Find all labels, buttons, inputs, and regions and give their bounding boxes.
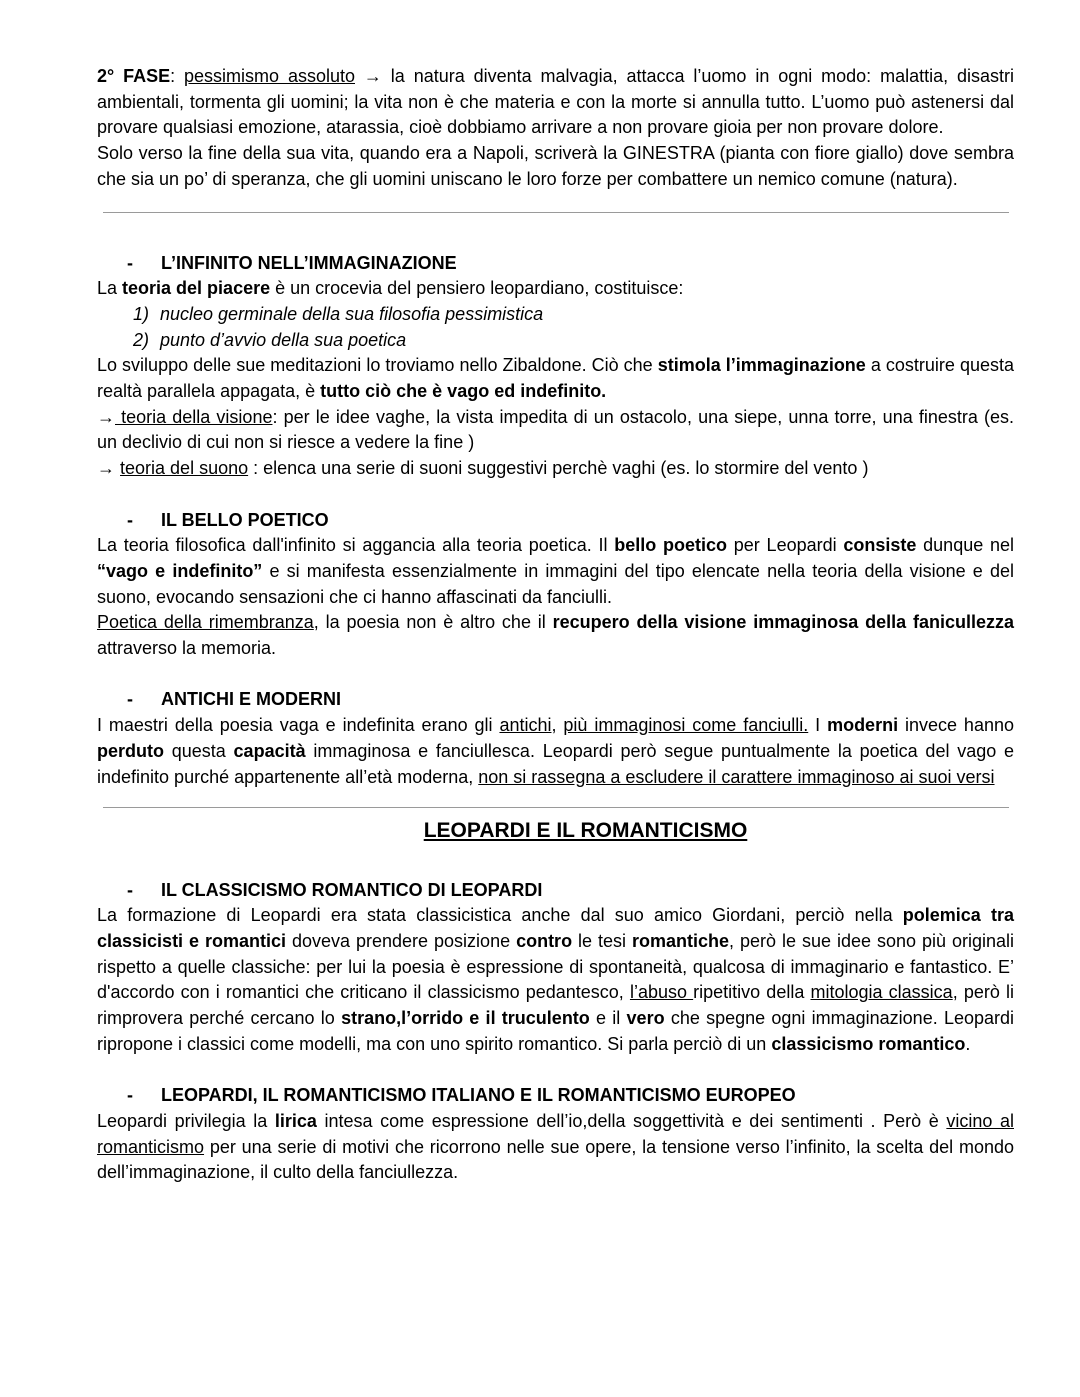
bold-text: “vago e indefinito”	[97, 560, 263, 581]
section-heading	[97, 1083, 1014, 1109]
text-run: a costruire questa realtà parallela appagata, è	[97, 355, 1015, 402]
text-run: La teoria filosofica dall'infinito si aggancia alla teoria poetica. Il	[97, 535, 615, 556]
text-run: è un crocevia del pensiero leopardiano, costituisce:	[270, 278, 684, 299]
list-number: 2)	[133, 329, 150, 350]
spacer	[97, 662, 1014, 688]
bold-text: stimola l’immaginazione	[657, 355, 866, 376]
paragraph	[97, 713, 1014, 790]
underlined-text: pessimismo assoluto	[184, 66, 355, 86]
text-run: :	[170, 66, 185, 86]
paragraph	[97, 141, 1014, 192]
text-run: , però li rimprovera perché cercano lo	[97, 982, 1014, 1029]
paragraph	[97, 276, 1014, 302]
text-run: Leopardi privilegia la	[97, 1110, 275, 1131]
text-run: per Leopardi	[727, 535, 844, 556]
bold-text: teoria del piacere	[122, 278, 271, 299]
text-run: per una serie di motivi che ricorrono nelle sue opere, la tensione verso l’infinito, la scelta del mondo dell’immaginazione, il culto della fanciullezza.	[97, 1136, 1014, 1183]
bold-text: capacità	[233, 740, 306, 761]
text-run: →	[97, 458, 121, 479]
text-run: le tesi	[572, 931, 632, 952]
underlined-text: più immaginosi come fanciulli.	[563, 715, 809, 736]
text-run: I maestri della poesia vaga e indefinita erano gli	[97, 715, 500, 736]
text-run: Lo sviluppo delle sue meditazioni lo troviamo nello Zibaldone. Ciò che	[97, 355, 658, 376]
bullet-dash: -	[127, 509, 133, 530]
underlined-text: Poetica della rimembranza	[97, 612, 314, 633]
text-run: nucleo germinale della sua filosofia pessimistica	[160, 303, 544, 324]
paragraph	[97, 64, 1014, 141]
text-run: punto d’avvio della sua poetica	[160, 329, 407, 350]
section-heading	[97, 878, 1014, 904]
section-divider	[103, 212, 1009, 213]
underlined-text: vicino al romanticismo	[97, 1110, 1014, 1157]
bold-text: vero	[626, 1008, 665, 1029]
text-run: ,	[551, 715, 564, 736]
text-run: , però le sue idee sono più originali rispetto a quelle classiche: per lui la poesia è espressione di spontaneità, qualcosa di immaginario e fantastico. E’ d'accordo con i romantici che criticano il classicismo pedantesco,	[97, 931, 1014, 1003]
text-run: intesa come espressione dell’io,della soggettività e dei sentimenti . Però è	[316, 1110, 947, 1131]
text-run: dunque nel	[916, 535, 1014, 556]
paragraph	[97, 903, 1014, 1057]
chapter-title	[97, 818, 1014, 844]
underlined-text: teoria del suono	[120, 458, 249, 479]
bold-text: polemica tra classicisti e romantici	[97, 905, 1014, 952]
text-run: e il	[589, 1008, 627, 1029]
text-run: immaginosa e fanciullesca. Leopardi però segue puntualmente la poetica del vago e indefinito purché appartenente all’età moderna,	[97, 740, 1014, 787]
bold-text: strano,l’orrido e il truculento	[341, 1008, 590, 1029]
bold-text: tutto ciò che è vago ed indefinito.	[320, 381, 607, 402]
text-run: .	[965, 1033, 971, 1054]
section-heading	[97, 508, 1014, 534]
underlined-text: non si rassegna a escludere il carattere immaginoso ai suoi versi	[478, 766, 995, 787]
bold-text: 2° FASE	[97, 66, 171, 86]
text-run: invece hanno	[898, 715, 1014, 736]
underlined-text: l’abuso	[629, 982, 694, 1003]
bold-text: contro	[516, 931, 573, 952]
spacer	[97, 1058, 1014, 1084]
bold-text: moderni	[827, 715, 899, 736]
spacer	[97, 482, 1014, 508]
text-run: IL CLASSICISMO ROMANTICO DI LEOPARDI	[161, 879, 543, 900]
section-divider	[103, 807, 1009, 808]
paragraph	[97, 353, 1014, 404]
text-run: ANTICHI E MODERNI	[161, 689, 341, 710]
text-run: → la natura diventa malvagia, attacca l’uomo in ogni modo: malattia, disastri ambientali, tormenta gli uomini; la vita non è che materia e con la morte si annulla tutto. L’uomo può astenersi dal provare qualsiasi emozione, atarassia, cioè dobbiamo arrivare a non provare gioia per non provare dolore.	[97, 66, 1015, 138]
text-run: La formazione di Leopardi era stata classicistica anche dal suo amico Giordani, perciò nella	[97, 905, 903, 926]
bullet-dash: -	[127, 252, 133, 273]
text-run: IL BELLO POETICO	[161, 509, 329, 530]
text-run: →	[97, 406, 115, 427]
spacer	[97, 852, 1014, 878]
bold-text: bello poetico	[614, 535, 728, 556]
bold-text: lirica	[274, 1110, 317, 1131]
bullet-dash: -	[127, 689, 133, 710]
text-run: LEOPARDI E IL ROMANTICISMO	[423, 819, 748, 843]
bold-text: perduto	[97, 740, 164, 761]
bold-text: romantiche	[632, 931, 730, 952]
bold-text: consiste	[843, 535, 917, 556]
text-run: : per le idee vaghe, la vista impedita di un ostacolo, una siepe, unna torre, una finestra (es. un declivio di cui non si riesce a vedere la fine )	[97, 406, 1015, 453]
text-run: La	[97, 278, 123, 299]
bullet-dash: -	[127, 879, 133, 900]
text-run: questa	[164, 740, 234, 761]
text-run: che spegne ogni immaginazione. Leopardi ripropone i classici come modelli, ma con uno spirito romantico. Si parla perciò di un	[97, 1008, 1015, 1054]
underlined-text: mitologia classica	[810, 982, 953, 1003]
underlined-text: teoria della visione	[115, 406, 273, 427]
text-run: e si manifesta essenzialmente in immagini del tipo elencate nella teoria della visione e del suono, evocando sensazioni che ci hanno affascinati da fanciulli.	[97, 560, 1014, 607]
text-run: : elenca una serie di suoni suggestivi perchè vaghi (es. lo stormire del vento )	[248, 458, 869, 479]
document-page	[97, 64, 1014, 1186]
numbered-list-item	[97, 328, 1014, 354]
text-run: LEOPARDI, IL ROMANTICISMO ITALIANO E IL ROMANTICISMO EUROPEO	[161, 1085, 796, 1106]
paragraph	[97, 610, 1014, 661]
section-heading	[97, 251, 1014, 277]
underlined-text: antichi	[499, 715, 552, 736]
paragraph	[97, 405, 1014, 456]
text-run: I	[808, 715, 828, 736]
text-run: L’INFINITO NELL’IMMAGINAZIONE	[161, 252, 457, 273]
bold-text: classicismo romantico	[771, 1033, 966, 1054]
bullet-dash: -	[127, 1085, 133, 1106]
text-run: doveva prendere posizione	[286, 931, 517, 952]
numbered-list-item	[97, 302, 1014, 328]
paragraph	[97, 456, 1014, 482]
text-run: Solo verso la fine della sua vita, quando era a Napoli, scriverà la GINESTRA (pianta con fiore giallo) dove sembra che sia un po’ di speranza, che gli uomini uniscano le loro forze per combattere un nemico comune (natura).	[97, 143, 1014, 189]
section-heading	[97, 687, 1014, 713]
text-run: attraverso la memoria.	[97, 638, 277, 659]
text-run: ripetitivo della	[693, 982, 811, 1003]
text-run: , la poesia non è altro che il	[313, 612, 553, 633]
paragraph	[97, 1109, 1014, 1186]
paragraph	[97, 533, 1014, 610]
list-number: 1)	[133, 303, 150, 324]
bold-text: recupero della visione immaginosa della fanicullezza	[552, 612, 1014, 633]
